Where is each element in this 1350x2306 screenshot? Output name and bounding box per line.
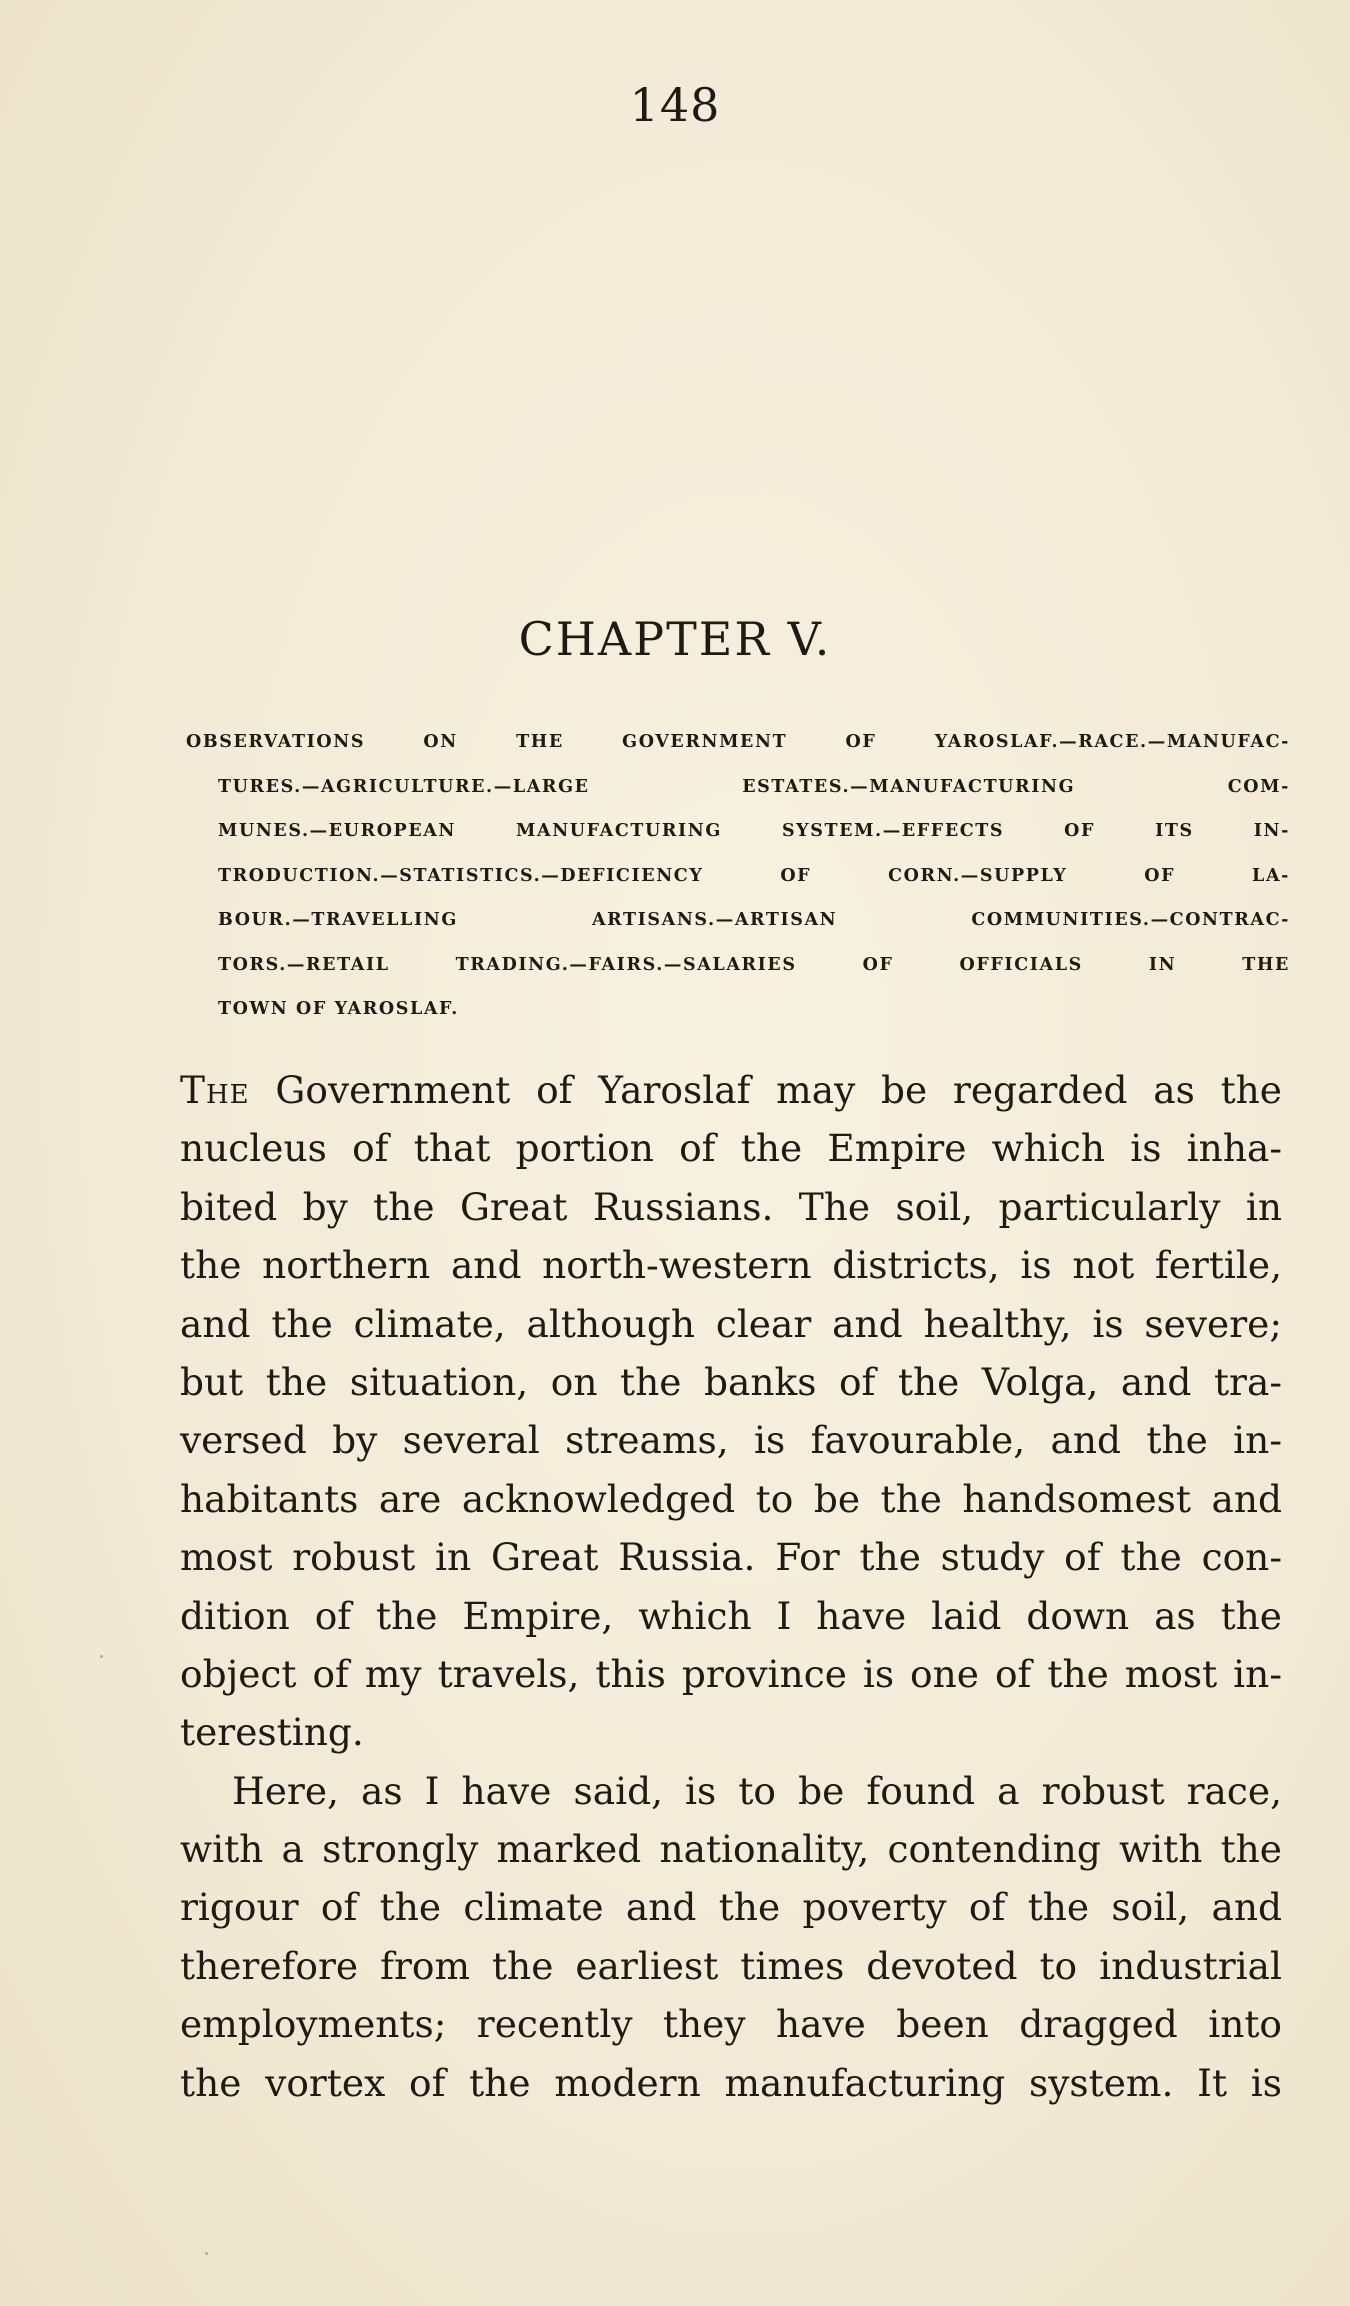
paragraph-line: habitants are acknowledged to be the handsomest and	[180, 1476, 1282, 1521]
paragraph-line: but the situation, on the banks of the Volga, and tra-	[180, 1359, 1282, 1404]
paragraph-line: bited by the Great Russians. The soil, particularly in	[180, 1184, 1282, 1229]
paragraph-line: and the climate, although clear and healthy, is severe;	[180, 1301, 1282, 1346]
synopsis-line: TRODUCTION.—STATISTICS.—DEFICIENCY OF CORN.—SUPPLY OF LA-	[218, 865, 1290, 886]
body-text	[180, 1061, 1282, 2112]
paragraph-line: object of my travels, this province is one of the most in-	[180, 1651, 1282, 1696]
page-number: 148	[629, 78, 721, 132]
paragraph-line: the vortex of the modern manufacturing system. It is	[180, 2060, 1282, 2105]
paragraph-line: versed by several streams, is favourable, and the in-	[180, 1418, 1282, 1463]
paragraph-line: therefore from the earliest times devoted to industrial	[180, 1943, 1282, 1988]
first-line-rest: Government of Yaroslaf may be regarded as the	[275, 1068, 1282, 1112]
paragraph-line: with a strongly marked nationality, contending with the	[180, 1827, 1282, 1872]
paper-speck	[100, 1655, 103, 1658]
synopsis-line: BOUR.—TRAVELLING ARTISANS.—ARTISAN COMMUNITIES.—CONTRAC-	[218, 910, 1290, 930]
paragraph-line: teresting.	[180, 1710, 364, 1755]
paragraph-line: rigour of the climate and the poverty of the soil, and	[180, 1885, 1282, 1930]
lead-word: The	[180, 1068, 250, 1112]
synopsis-line: MUNES.—EUROPEAN MANUFACTURING SYSTEM.—EFFECTS OF ITS IN-	[218, 821, 1290, 841]
paragraph-line: nucleus of that portion of the Empire which is inha-	[180, 1126, 1282, 1171]
synopsis-line: TORS.—RETAIL TRADING.—FAIRS.—SALARIES OF OFFICIALS IN THE	[218, 954, 1290, 975]
chapter-synopsis	[186, 720, 1290, 1032]
synopsis-line: TURES.—AGRICULTURE.—LARGE ESTATES.—MANUFACTURING COM-	[218, 776, 1290, 797]
paragraph-1-first-line	[180, 1061, 1282, 1119]
paragraph-line: Here, as I have said, is to be found a robust race,	[232, 1768, 1282, 1813]
paragraph-line: the northern and north-western districts, is not fertile,	[180, 1243, 1282, 1288]
paragraph-line: most robust in Great Russia. For the study of the con-	[180, 1535, 1282, 1580]
paragraph-line: dition of the Empire, which I have laid down as the	[180, 1593, 1282, 1638]
chapter-title: CHAPTER V.	[518, 612, 832, 666]
paper-speck	[205, 2252, 208, 2255]
synopsis-line: OBSERVATIONS ON THE GOVERNMENT OF YAROSLAF.—RACE.—MANUFAC-	[186, 732, 1290, 752]
paragraph-line: employments; recently they have been dragged into	[180, 2002, 1282, 2047]
synopsis-line: TOWN OF YAROSLAF.	[218, 999, 459, 1019]
